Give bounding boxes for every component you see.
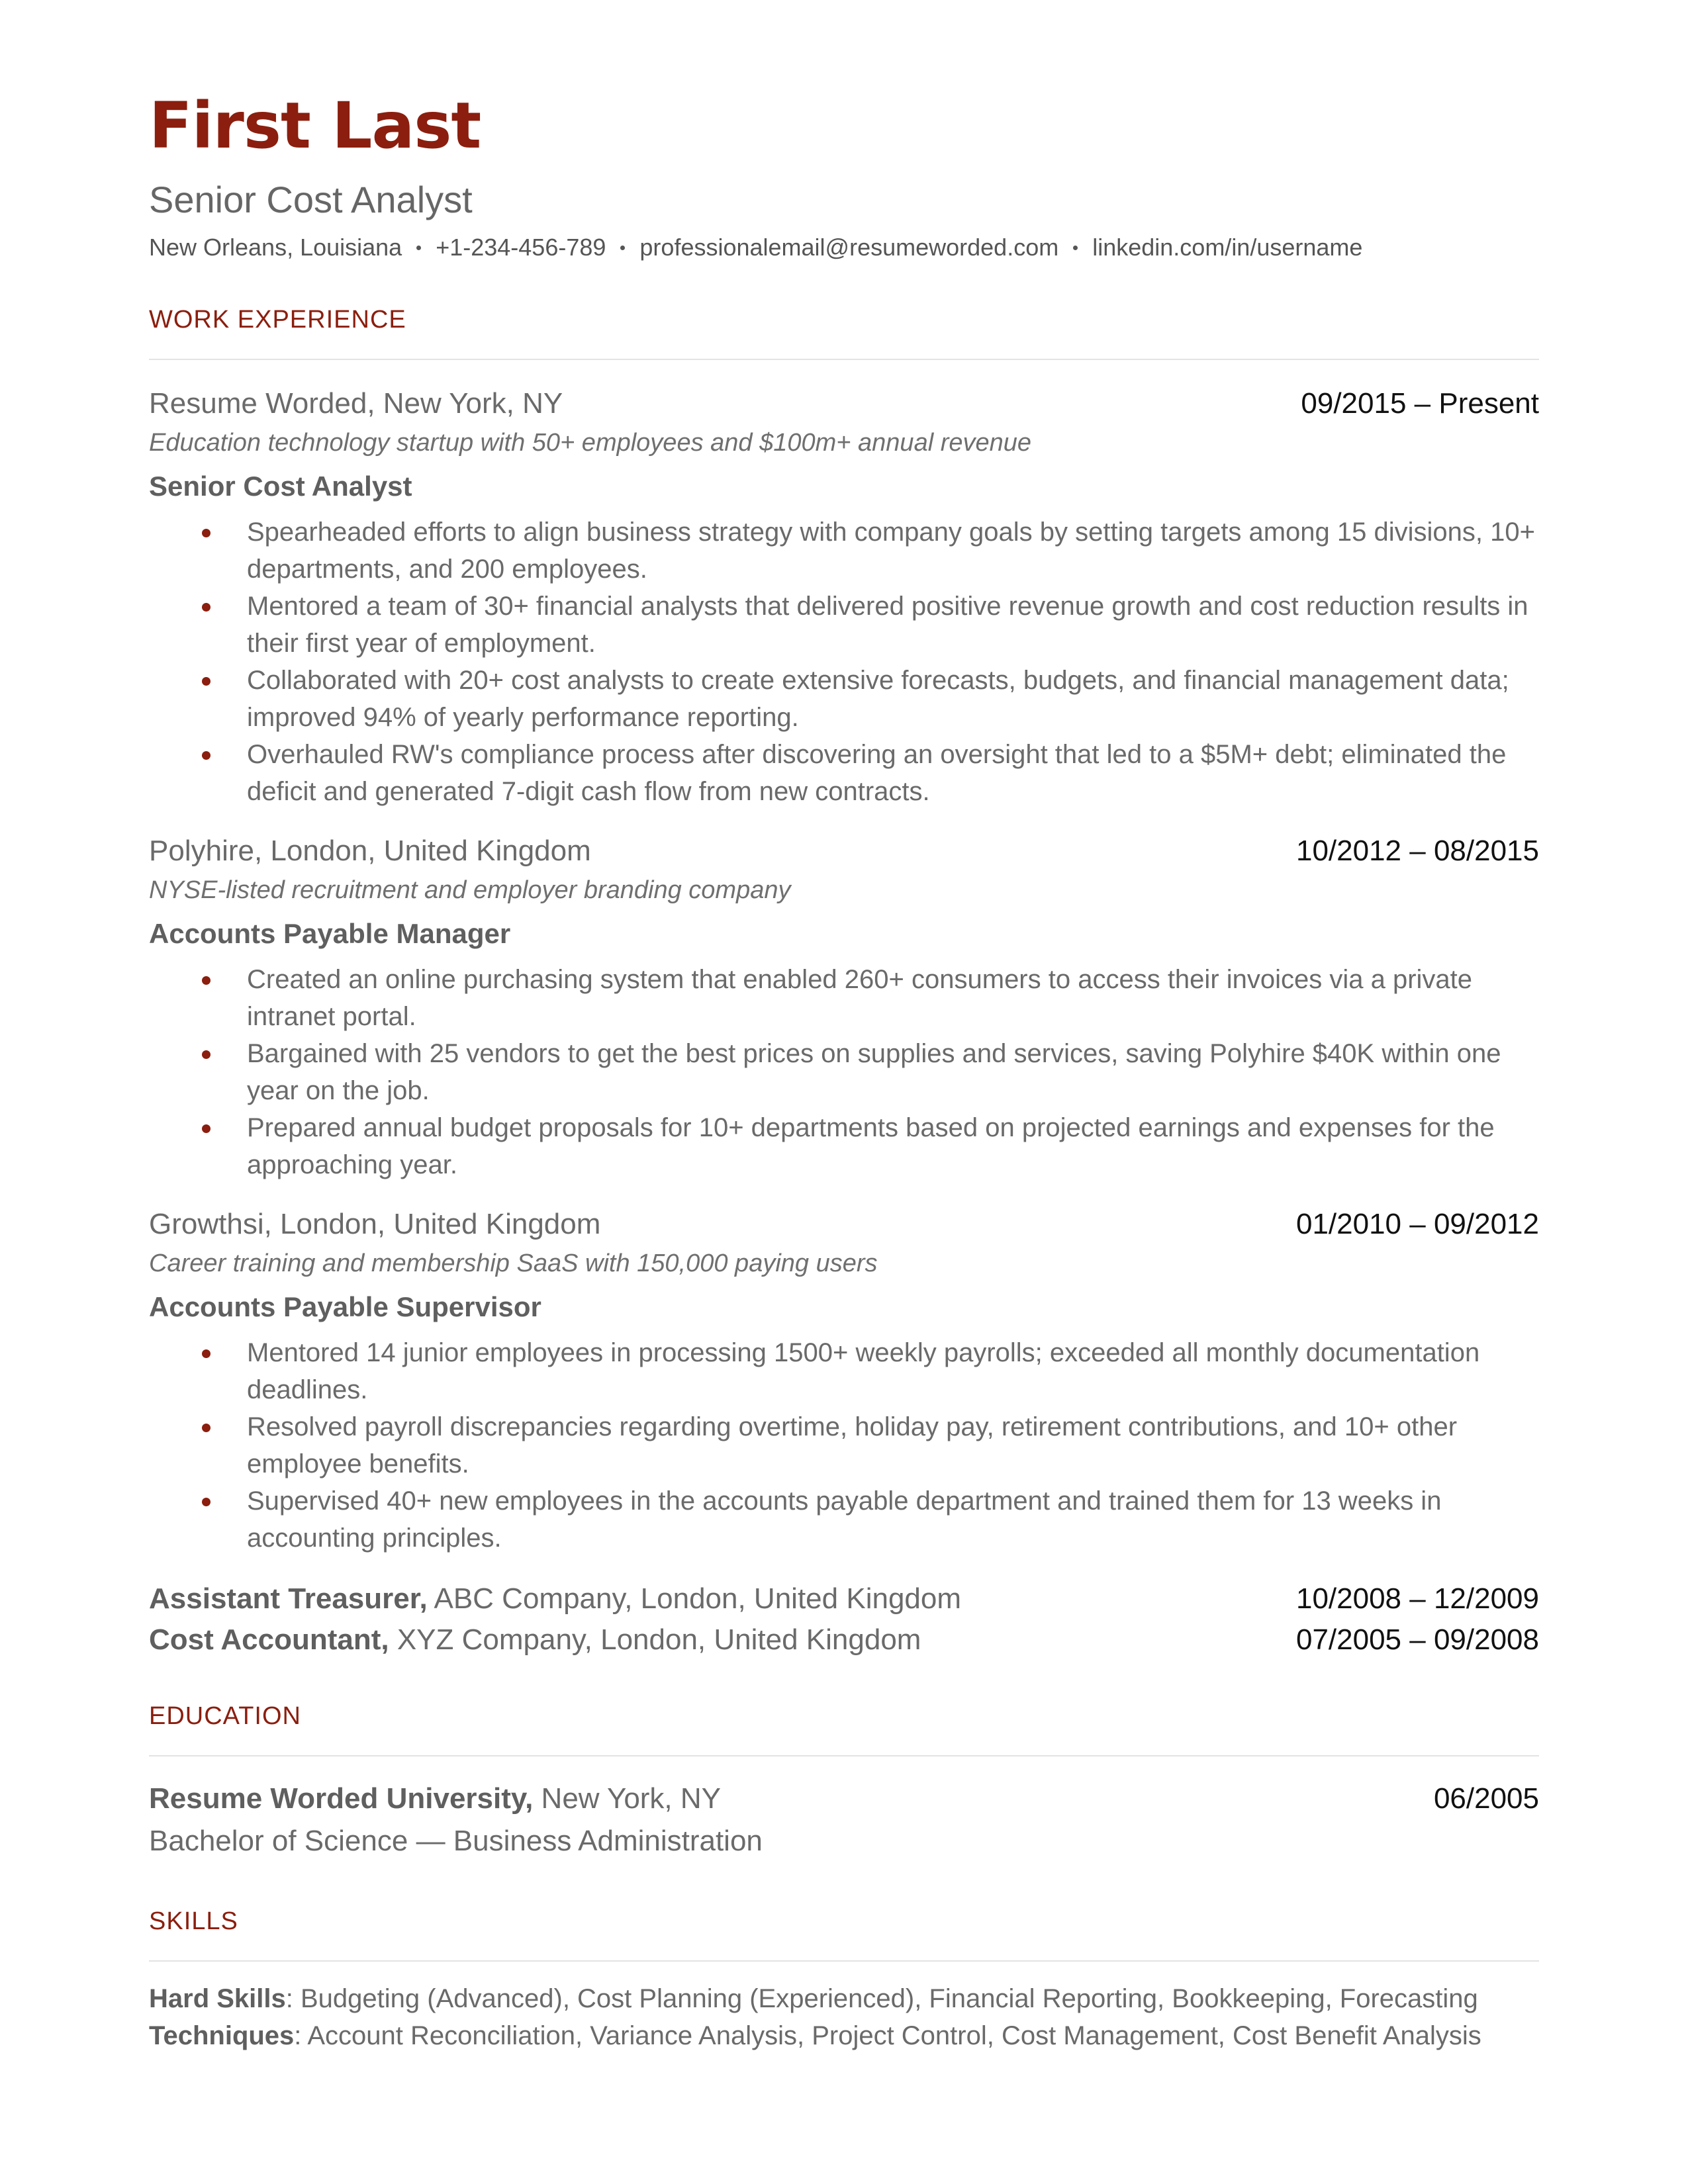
candidate-title: Senior Cost Analyst <box>149 179 473 220</box>
education-entry <box>149 1784 1539 1813</box>
job-bullets <box>149 514 1539 810</box>
skill-line <box>149 1980 1539 2017</box>
bullet-item: Bargained with 25 vendors to get the best prices on supplies and services, saving Polyhire $40K within one year on the job. <box>247 1035 1539 1109</box>
job-bullets <box>149 961 1539 1183</box>
separator-dot <box>416 246 421 250</box>
education-school: Resume Worded University, <box>149 1782 534 1815</box>
contact-location: New Orleans, Louisiana <box>149 234 402 261</box>
bullet-item: Prepared annual budget proposals for 10+ departments based on projected earnings and expenses for the approaching year. <box>247 1109 1539 1183</box>
skill-line <box>149 2017 1539 2054</box>
section-divider <box>149 1960 1539 1962</box>
job-company: Resume Worded, New York, NY <box>149 387 563 420</box>
job-position: Accounts Payable Manager <box>149 918 511 949</box>
section-heading-skills: SKILLS <box>149 1907 238 1935</box>
job-entry <box>149 837 1539 1183</box>
short-role-entry <box>149 1584 1539 1614</box>
short-role-entry <box>149 1625 1539 1655</box>
separator-dot <box>1073 246 1078 250</box>
education-location: New York, NY <box>533 1782 722 1815</box>
section-heading-work: WORK EXPERIENCE <box>149 306 406 334</box>
job-position: Senior Cost Analyst <box>149 471 412 502</box>
job-entry <box>149 1210 1539 1557</box>
short-role-title: Assistant Treasurer, <box>149 1582 428 1615</box>
bullet-item: Supervised 40+ new employees in the accounts payable department and trained them for 13 weeks in accounting principles. <box>247 1482 1539 1557</box>
job-entry <box>149 389 1539 810</box>
contact-linkedin[interactable]: linkedin.com/in/username <box>1092 234 1363 261</box>
job-tagline: NYSE-listed recruitment and employer branding company <box>149 876 791 904</box>
bullet-item: Overhauled RW's compliance process after discovering an oversight that led to a $5M+ debt; eliminated the deficit and generated 7-digit cash flow from new contracts. <box>247 736 1539 810</box>
skill-label: Techniques <box>149 2021 295 2050</box>
contact-phone: +1-234-456-789 <box>436 234 606 261</box>
short-role-dates: 07/2005 – 09/2008 <box>1295 1623 1539 1656</box>
job-tagline: Education technology startup with 50+ employees and $100m+ annual revenue <box>149 429 1032 457</box>
skills-block <box>149 1980 1539 2054</box>
section-divider <box>149 359 1539 360</box>
job-dates: 10/2012 – 08/2015 <box>1295 835 1539 867</box>
skill-values: : Budgeting (Advanced), Cost Planning (Experienced), Financial Reporting, Bookkeeping, Forecasting <box>285 1984 1478 2013</box>
job-position: Accounts Payable Supervisor <box>149 1291 541 1322</box>
bullet-item: Collaborated with 20+ cost analysts to create extensive forecasts, budgets, and financial management data; improved 94% of yearly performance reporting. <box>247 662 1539 736</box>
bullet-item: Spearheaded efforts to align business strategy with company goals by setting targets among 15 divisions, 10+ departments, and 200 employees. <box>247 514 1539 588</box>
education-date: 06/2005 <box>1433 1782 1539 1815</box>
section-heading-education: EDUCATION <box>149 1702 301 1730</box>
bullet-item: Resolved payroll discrepancies regarding overtime, holiday pay, retirement contributions, and 10+ other employee benefits. <box>247 1408 1539 1482</box>
job-dates: 01/2010 – 09/2012 <box>1295 1208 1539 1240</box>
short-role-title: Cost Accountant, <box>149 1623 389 1656</box>
bullet-item: Mentored 14 junior employees in processing 1500+ weekly payrolls; exceeded all monthly documentation deadlines. <box>247 1334 1539 1408</box>
job-tagline: Career training and membership SaaS with 150,000 paying users <box>149 1250 878 1277</box>
candidate-name: First Last <box>149 89 481 163</box>
job-dates: 09/2015 – Present <box>1301 387 1539 420</box>
section-divider <box>149 1755 1539 1756</box>
job-company: Growthsi, London, United Kingdom <box>149 1208 601 1240</box>
bullet-item: Mentored a team of 30+ financial analysts that delivered positive revenue growth and cost reduction results in their first year of employment. <box>247 588 1539 662</box>
short-role-company: ABC Company, London, United Kingdom <box>427 1582 962 1615</box>
job-bullets <box>149 1334 1539 1557</box>
skill-values: : Account Reconciliation, Variance Analysis, Project Control, Cost Management, Cost Benefit Analysis <box>294 2021 1481 2050</box>
job-company: Polyhire, London, United Kingdom <box>149 835 591 867</box>
short-role-dates: 10/2008 – 12/2009 <box>1295 1582 1539 1615</box>
skill-label: Hard Skills <box>149 1984 286 2013</box>
contact-line <box>149 236 1539 259</box>
separator-dot <box>620 246 625 250</box>
contact-email[interactable]: professionalemail@resumeworded.com <box>639 234 1059 261</box>
bullet-item: Created an online purchasing system that enabled 260+ consumers to access their invoices via a private intranet portal. <box>247 961 1539 1035</box>
short-role-company: XYZ Company, London, United Kingdom <box>389 1623 921 1656</box>
education-degree: Bachelor of Science — Business Administration <box>149 1825 763 1857</box>
